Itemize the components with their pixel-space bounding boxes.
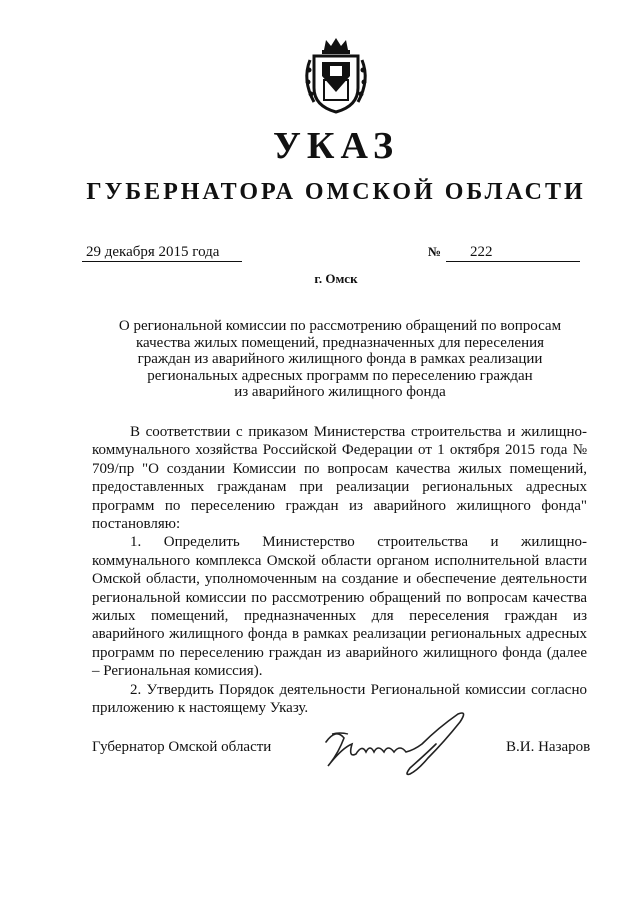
decree-number-line xyxy=(446,243,580,262)
decree-body xyxy=(92,423,587,718)
preamble-paragraph: В соответствии с приказом Министерства строительства и жилищно-коммунального хозяйства Российской Федерации от 1 октября 2015 года № 709/пр "О создании Комиссии по вопросам качества жилых помещений, предоставленных гражданам при реализации региональных адресных программ по переселению граждан из аварийного жилищного фонда" постановляю: xyxy=(92,424,587,533)
subject-line: качества жилых помещений, предназначенных для переселения xyxy=(135,334,545,351)
issue-city: г. Омск xyxy=(314,271,358,286)
item-2-paragraph: 2. Утвердить Порядок деятельности Региональной комиссии согласно приложению к настоящему Указу. xyxy=(92,681,587,717)
subject-line: О региональной комиссии по рассмотрению обращений по вопросам xyxy=(118,318,562,334)
decree-subject xyxy=(110,318,570,401)
decree-title: УКАЗ xyxy=(273,125,399,167)
subject-line: из аварийного жилищного фонда xyxy=(234,384,446,401)
handwritten-signature-icon xyxy=(318,708,478,778)
decree-issuer: ГУБЕРНАТОРА ОМСКОЙ ОБЛАСТИ xyxy=(86,179,586,205)
signatory-name: В.И. Назаров xyxy=(506,739,591,755)
signatory-position: Губернатор Омской области xyxy=(92,739,272,755)
number-sign: № xyxy=(428,244,442,259)
subject-line: граждан из аварийного жилищного фонда в рамках реализации xyxy=(137,351,543,368)
subject-line: региональных адресных программ по переселению граждан xyxy=(147,367,533,384)
decree-date: 29 декабря 2015 года xyxy=(82,243,242,262)
coat-of-arms-icon xyxy=(300,36,372,116)
decree-number: 222 xyxy=(470,244,493,260)
item-1-paragraph: 1. Определить Министерство строительства и жилищно-коммунального комплекса Омской области органом исполнительной власти Омской области, уполномоченным на создание и обеспечение деятельности региональной комиссии по рассмотрению обращений по вопросам качества жилых помещений, предназначенных для переселения граждан из аварийного жилищного фонда в рамках реализации региональных адресных программ по переселению граждан из аварийного жилищного фонда (далее – Региональная комиссия). xyxy=(92,534,587,680)
